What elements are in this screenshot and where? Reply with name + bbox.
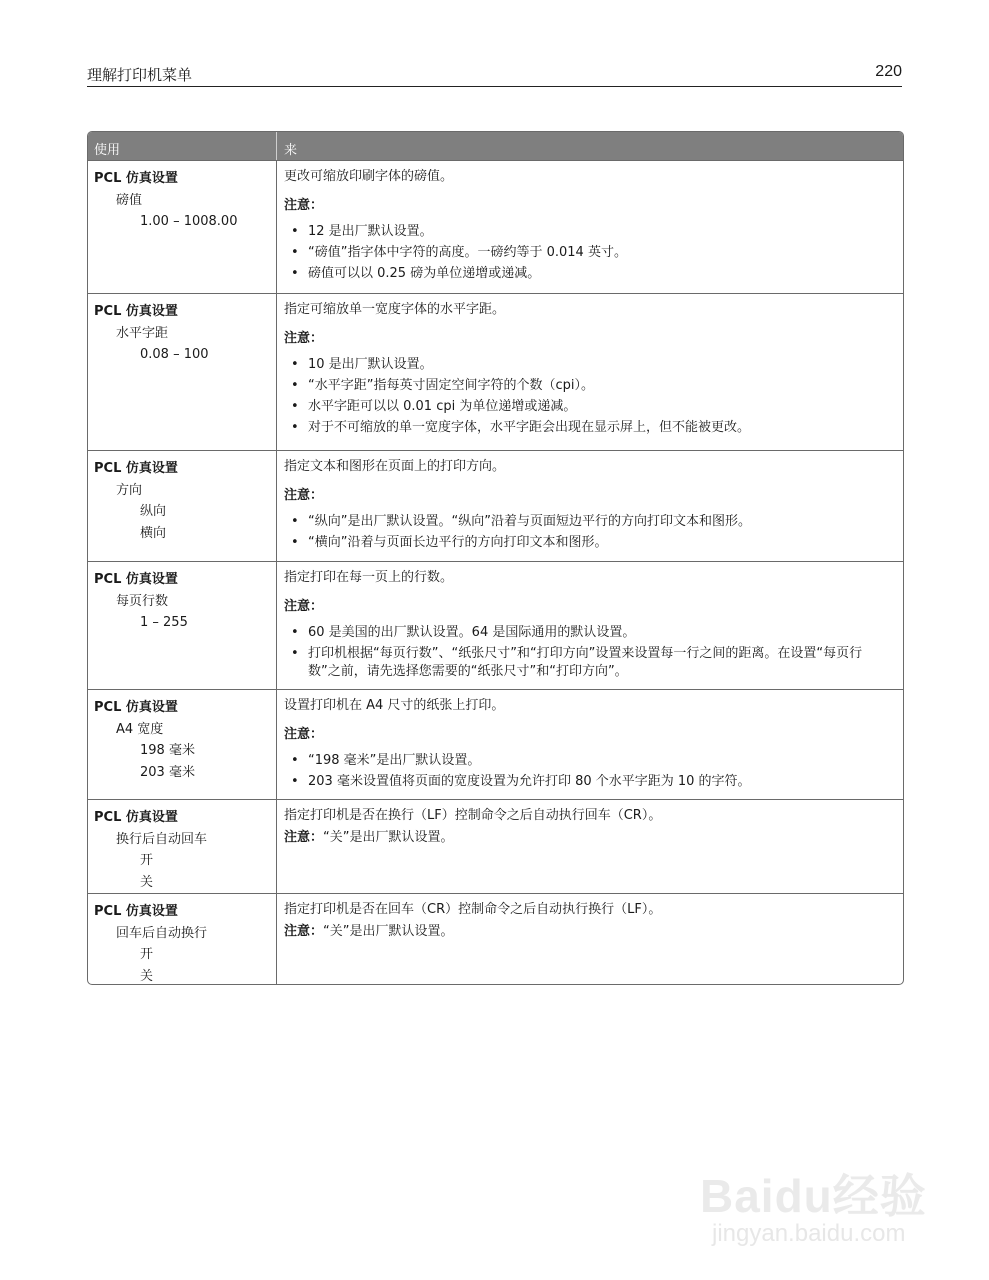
table-row (88, 450, 903, 561)
menu-item-setting: A4 宽度 (116, 721, 164, 737)
description-text: 指定打印在每一页上的行数。 (284, 570, 454, 585)
setting-description (277, 800, 903, 893)
menu-item-value: 1.00 – 1008.00 (140, 214, 238, 229)
note-list (284, 223, 889, 283)
list-item: • “横向”沿着与页面长边平行的方向打印文本和图形。 (284, 534, 889, 552)
table-row (88, 689, 903, 799)
menu-item-setting: 方向 (116, 482, 143, 498)
note-list (284, 752, 889, 791)
menu-table (87, 131, 904, 985)
list-item: • 60 是美国的出厂默认设置。64 是国际通用的默认设置。 (284, 624, 889, 642)
note-label: 注意： (284, 488, 324, 503)
setting-description (277, 894, 903, 984)
description-text: 设置打印机在 A4 尺寸的纸张上打印。 (284, 698, 505, 713)
list-item: • 12 是出厂默认设置。 (284, 223, 889, 241)
watermark-url: jingyan.baidu.com (712, 1220, 906, 1247)
list-item: • “纵向”是出厂默认设置。“纵向”沿着与页面短边平行的方向打印文本和图形。 (284, 513, 889, 531)
column-header-purpose: 来 (284, 143, 298, 158)
menu-path (88, 451, 277, 561)
page-number: 220 (875, 63, 902, 80)
menu-item-value: 关 (140, 874, 154, 890)
menu-item-setting: 磅值 (116, 192, 143, 208)
note-label: 注意： (284, 830, 324, 845)
menu-item-setting: 水平字距 (116, 325, 169, 341)
note-label: 注意： (284, 331, 324, 346)
note-label: 注意： (284, 599, 324, 614)
note-label: 注意： (284, 924, 324, 939)
menu-item-value: 203 毫米 (140, 764, 195, 780)
menu-item-value: 开 (140, 853, 154, 868)
table-row (88, 893, 903, 984)
menu-path (88, 161, 277, 293)
note-text: “关”是出厂默认设置。 (323, 924, 454, 939)
menu-item-group: PCL 仿真设置 (94, 572, 178, 587)
menu-item-value: 198 毫米 (140, 743, 195, 758)
menu-item-group: PCL 仿真设置 (94, 171, 178, 186)
menu-item-value: 关 (140, 968, 154, 984)
setting-description (277, 161, 903, 293)
setting-description (277, 451, 903, 561)
list-item: • “水平字距”指每英寸固定空间字符的个数（cpi）。 (284, 377, 889, 395)
table-header (88, 132, 903, 160)
menu-path (88, 690, 277, 799)
table-row (88, 799, 903, 893)
list-item: • 打印机根据“每页行数”、“纸张尺寸”和“打印方向”设置来设置每一行之间的距离。在设置“每页行数”之前，请先选择您需要的“纸张尺寸”和“打印方向”。 (284, 645, 889, 681)
description-text: 指定打印机是否在换行（LF）控制命令之后自动执行回车（CR）。 (284, 808, 662, 823)
column-header-usage: 使用 (88, 132, 277, 160)
menu-path (88, 894, 277, 984)
note-list (284, 513, 889, 552)
menu-path (88, 294, 277, 450)
baidu-watermark (700, 1160, 940, 1255)
description-text: 更改可缩放印刷字体的磅值。 (284, 169, 454, 184)
setting-description (277, 562, 903, 689)
note-line (284, 923, 889, 941)
table-row (88, 160, 903, 293)
setting-description (277, 690, 903, 799)
menu-item-group: PCL 仿真设置 (94, 810, 178, 825)
menu-path (88, 562, 277, 689)
menu-item-group: PCL 仿真设置 (94, 700, 178, 715)
menu-item-group: PCL 仿真设置 (94, 304, 178, 319)
menu-item-group: PCL 仿真设置 (94, 461, 178, 476)
menu-item-value: 0.08 – 100 (140, 347, 209, 362)
menu-item-value: 1 – 255 (140, 615, 188, 630)
page-header (87, 62, 902, 87)
note-list (284, 356, 889, 437)
list-item: • 水平字距可以以 0.01 cpi 为单位递增或递减。 (284, 398, 889, 416)
menu-item-value: 横向 (140, 525, 167, 541)
note-line (284, 829, 889, 847)
menu-item-group: PCL 仿真设置 (94, 904, 178, 919)
note-label: 注意： (284, 198, 324, 213)
list-item: • “磅值”指字体中字符的高度。一磅约等于 0.014 英寸。 (284, 244, 889, 262)
list-item: • 10 是出厂默认设置。 (284, 356, 889, 374)
table-row (88, 561, 903, 689)
menu-item-setting: 换行后自动回车 (116, 831, 208, 847)
watermark-logo: Baidu经验 (700, 1170, 927, 1222)
menu-item-value: 纵向 (140, 504, 167, 519)
menu-item-setting: 回车后自动换行 (116, 925, 208, 941)
list-item: • “198 毫米”是出厂默认设置。 (284, 752, 889, 770)
menu-item-value: 开 (140, 947, 154, 962)
list-item: • 203 毫米设置值将页面的宽度设置为允许打印 80 个水平字距为 10 的字符。 (284, 773, 889, 791)
setting-description (277, 294, 903, 450)
menu-item-setting: 每页行数 (116, 593, 169, 609)
list-item: • 对于不可缩放的单一宽度字体，水平字距会出现在显示屏上，但不能被更改。 (284, 419, 889, 437)
menu-path (88, 800, 277, 893)
list-item: • 磅值可以以 0.25 磅为单位递增或递减。 (284, 265, 889, 283)
note-text: “关”是出厂默认设置。 (323, 830, 454, 845)
table-row (88, 293, 903, 450)
description-text: 指定可缩放单一宽度字体的水平字距。 (284, 302, 506, 317)
description-text: 指定文本和图形在页面上的打印方向。 (284, 459, 506, 474)
description-text: 指定打印机是否在回车（CR）控制命令之后自动执行换行（LF）。 (284, 902, 662, 917)
note-list (284, 624, 889, 681)
note-label: 注意： (284, 727, 324, 742)
page-title: 理解打印机菜单 (87, 66, 193, 84)
